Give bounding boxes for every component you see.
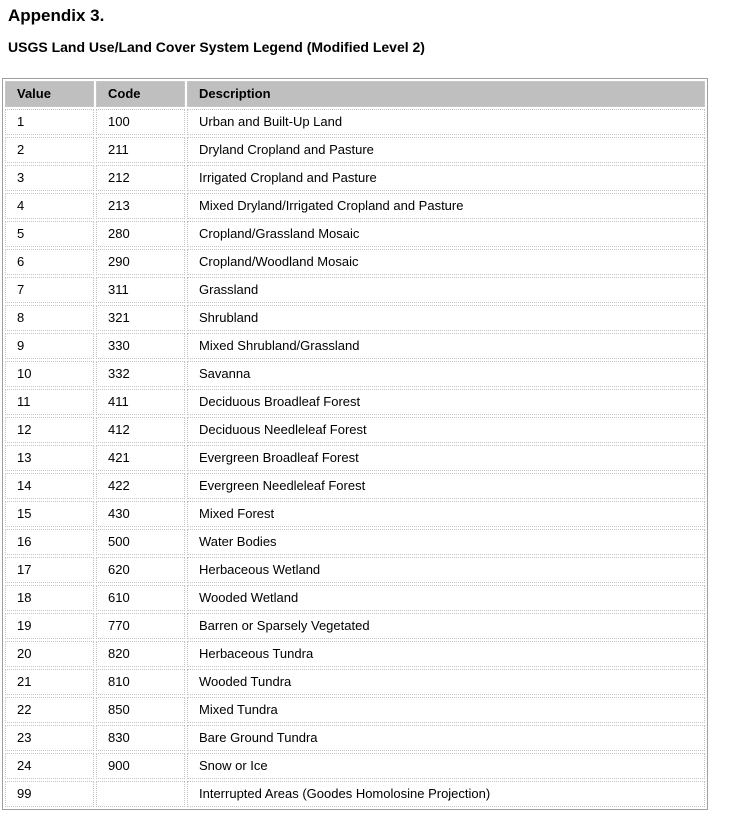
value-cell: 1 [5,109,94,135]
column-header-value: Value [5,81,94,107]
description-cell: Urban and Built-Up Land [187,109,705,135]
table-row [5,585,705,611]
page-subtitle: USGS Land Use/Land Cover System Legend (Modified Level 2) [8,39,425,55]
value-cell: 22 [5,697,94,723]
value-cell: 19 [5,613,94,639]
table-row [5,389,705,415]
code-cell: 770 [96,613,185,639]
table-row [5,613,705,639]
code-cell: 280 [96,221,185,247]
table-row [5,697,705,723]
description-cell: Water Bodies [187,529,705,555]
table-row [5,557,705,583]
description-cell: Irrigated Cropland and Pasture [187,165,705,191]
code-cell: 412 [96,417,185,443]
code-cell: 500 [96,529,185,555]
code-cell: 290 [96,249,185,275]
code-cell: 421 [96,445,185,471]
value-cell: 16 [5,529,94,555]
description-cell: Evergreen Needleleaf Forest [187,473,705,499]
description-cell: Snow or Ice [187,753,705,779]
code-cell: 411 [96,389,185,415]
description-cell: Mixed Shrubland/Grassland [187,333,705,359]
column-header-code: Code [96,81,185,107]
table-row [5,109,705,135]
code-cell: 610 [96,585,185,611]
value-cell: 6 [5,249,94,275]
value-cell: 20 [5,641,94,667]
description-cell: Mixed Forest [187,501,705,527]
table-row [5,193,705,219]
table-row [5,725,705,751]
value-cell: 11 [5,389,94,415]
header-row [5,81,705,107]
value-cell: 23 [5,725,94,751]
value-cell: 13 [5,445,94,471]
table-row [5,529,705,555]
column-header-description: Description [187,81,705,107]
description-cell: Dryland Cropland and Pasture [187,137,705,163]
legend-table [2,78,708,810]
code-cell: 311 [96,277,185,303]
description-cell: Herbaceous Tundra [187,641,705,667]
description-cell: Bare Ground Tundra [187,725,705,751]
value-cell: 14 [5,473,94,499]
value-cell: 5 [5,221,94,247]
table-row [5,277,705,303]
table-row [5,473,705,499]
value-cell: 15 [5,501,94,527]
table-row [5,361,705,387]
value-cell: 4 [5,193,94,219]
code-cell: 212 [96,165,185,191]
code-cell: 430 [96,501,185,527]
table-row [5,305,705,331]
description-cell: Wooded Tundra [187,669,705,695]
code-cell: 332 [96,361,185,387]
table-row [5,165,705,191]
value-cell: 10 [5,361,94,387]
code-cell: 422 [96,473,185,499]
description-cell: Barren or Sparsely Vegetated [187,613,705,639]
description-cell: Cropland/Grassland Mosaic [187,221,705,247]
table-row [5,221,705,247]
table-row [5,501,705,527]
description-cell: Grassland [187,277,705,303]
table-row [5,333,705,359]
code-cell: 900 [96,753,185,779]
table-row [5,641,705,667]
value-cell: 17 [5,557,94,583]
code-cell: 213 [96,193,185,219]
value-cell: 24 [5,753,94,779]
table-row [5,753,705,779]
code-cell: 100 [96,109,185,135]
description-cell: Deciduous Needleleaf Forest [187,417,705,443]
description-cell: Evergreen Broadleaf Forest [187,445,705,471]
code-cell: 321 [96,305,185,331]
value-cell: 8 [5,305,94,331]
code-cell: 820 [96,641,185,667]
value-cell: 2 [5,137,94,163]
value-cell: 3 [5,165,94,191]
page-title: Appendix 3. [8,6,105,25]
table-row [5,249,705,275]
value-cell: 7 [5,277,94,303]
value-cell: 21 [5,669,94,695]
description-cell: Wooded Wetland [187,585,705,611]
table-row [5,669,705,695]
value-cell: 9 [5,333,94,359]
description-cell: Cropland/Woodland Mosaic [187,249,705,275]
description-cell: Interrupted Areas (Goodes Homolosine Projection) [187,781,705,807]
description-cell: Mixed Dryland/Irrigated Cropland and Pasture [187,193,705,219]
description-cell: Savanna [187,361,705,387]
table-row [5,137,705,163]
description-cell: Shrubland [187,305,705,331]
code-cell: 850 [96,697,185,723]
value-cell: 18 [5,585,94,611]
code-cell: 211 [96,137,185,163]
description-cell: Herbaceous Wetland [187,557,705,583]
table-row [5,445,705,471]
code-cell: 810 [96,669,185,695]
code-cell: 620 [96,557,185,583]
description-cell: Deciduous Broadleaf Forest [187,389,705,415]
table-row [5,781,705,807]
value-cell: 12 [5,417,94,443]
code-cell: 830 [96,725,185,751]
value-cell: 99 [5,781,94,807]
table-row [5,417,705,443]
code-cell [96,781,185,807]
code-cell: 330 [96,333,185,359]
description-cell: Mixed Tundra [187,697,705,723]
